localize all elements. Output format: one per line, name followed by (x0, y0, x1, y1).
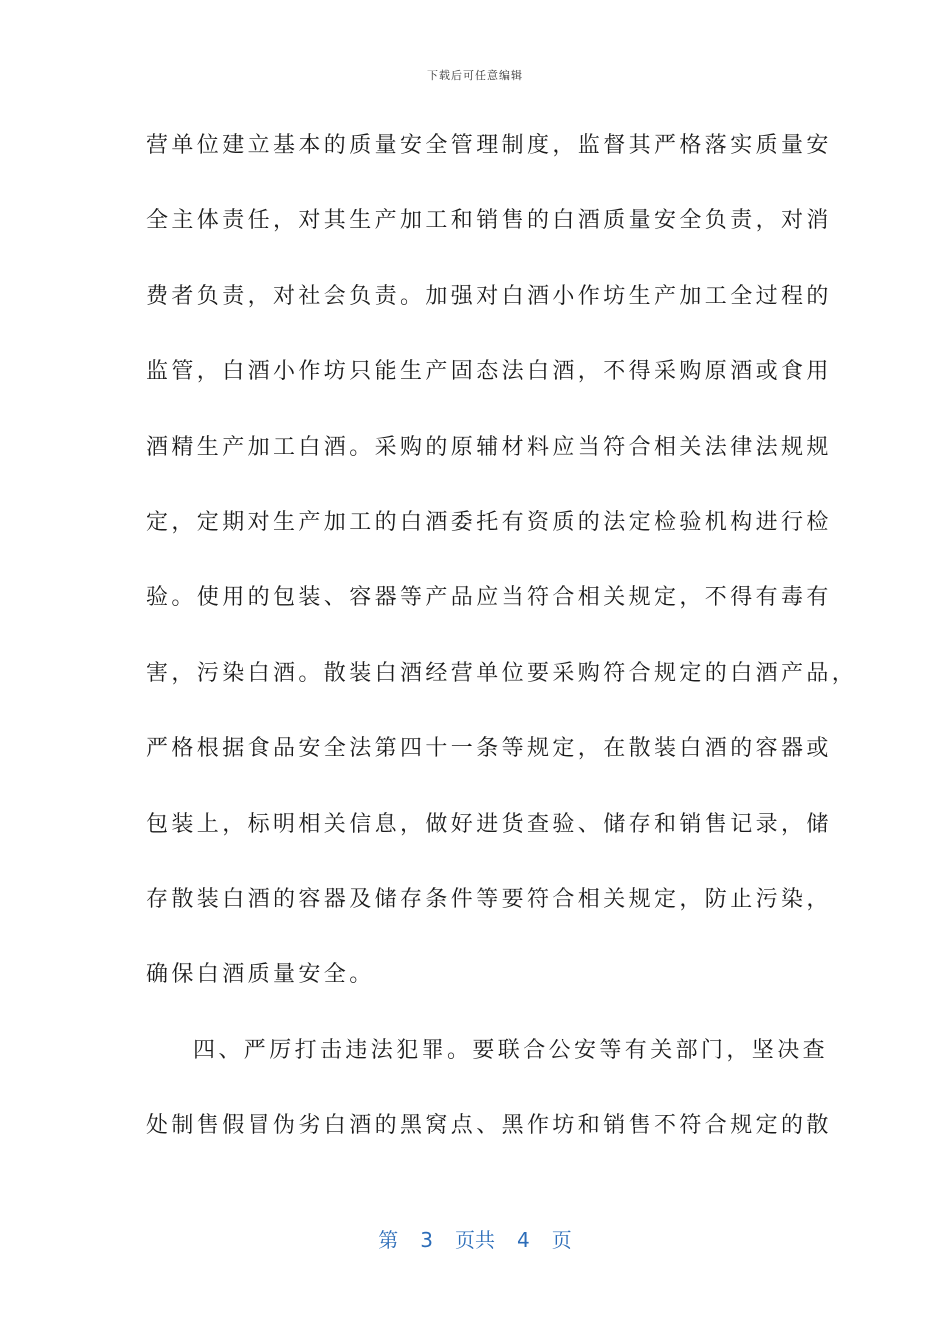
footer-total-pages: 4 (517, 1228, 530, 1252)
text-line: 存散装白酒的容器及储存条件等要符合相关规定，防止污染， (146, 886, 832, 912)
text-line: 严格根据食品安全法第四十一条等规定，在散装白酒的容器或 (146, 736, 832, 762)
text-line: 处制售假冒伪劣白酒的黑窝点、黑作坊和销售不符合规定的散 (146, 1113, 832, 1139)
text-line: 酒精生产加工白酒。采购的原辅材料应当符合相关法律法规规 (146, 434, 832, 460)
text-line: 害，污染白酒。散装白酒经营单位要采购符合规定的白酒产品， (146, 660, 858, 686)
document-body (146, 126, 858, 1181)
footer-page-end: 页 (551, 1228, 572, 1252)
text-line: 全主体责任，对其生产加工和销售的白酒质量安全负责，对消 (146, 208, 832, 234)
text-line: 确保白酒质量安全。 (146, 962, 375, 988)
text-line: 验。使用的包装、容器等产品应当符合相关规定，不得有毒有 (146, 585, 832, 611)
footer-page-word: 第 (378, 1228, 399, 1252)
text-line: 定，定期对生产加工的白酒委托有资质的法定检验机构进行检 (146, 509, 832, 535)
text-line: 费者负责，对社会负责。加强对白酒小作坊生产加工全过程的 (146, 283, 832, 309)
text-line: 包装上，标明相关信息，做好进货查验、储存和销售记录，储 (146, 811, 832, 837)
text-line: 监管，白酒小作坊只能生产固态法白酒，不得采购原酒或食用 (146, 359, 832, 385)
header-note: 下载后可任意编辑 (427, 69, 523, 82)
text-line: 营单位建立基本的质量安全管理制度，监督其严格落实质量安 (146, 133, 832, 158)
text-line: 四、严厉打击违法犯罪。要联合公安等有关部门，坚决查 (193, 1037, 829, 1063)
page-footer (0, 1224, 950, 1253)
footer-current-page: 3 (420, 1228, 433, 1252)
footer-page-of: 页共 (455, 1228, 495, 1252)
